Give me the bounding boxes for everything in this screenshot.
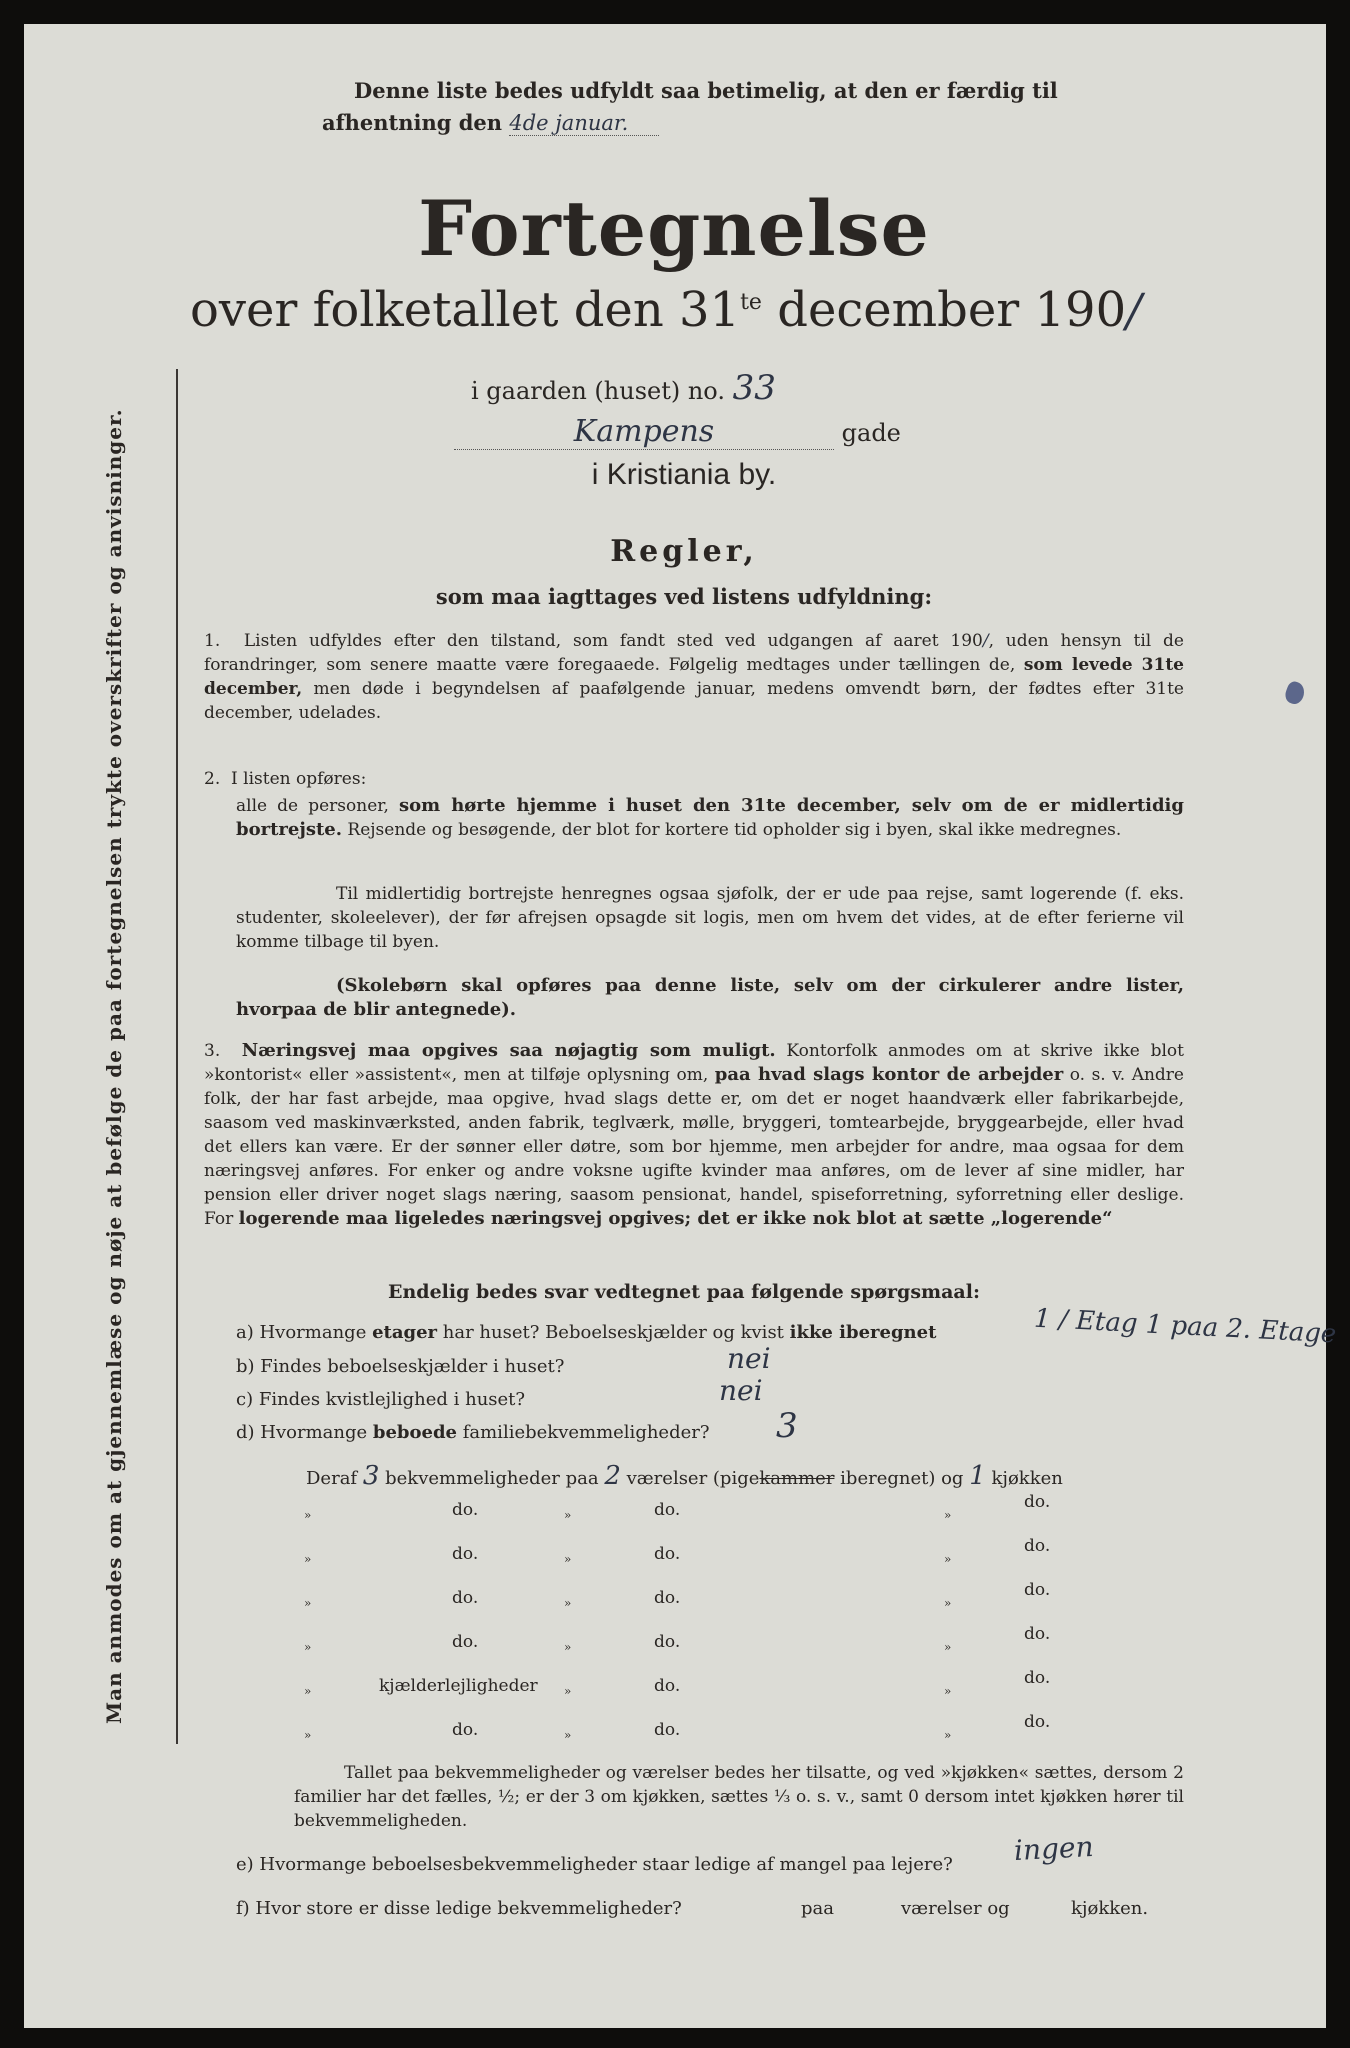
row-marker: » [564, 1640, 572, 1654]
street-field: Kampens [454, 414, 834, 450]
answer-d: 3 [776, 1406, 798, 1446]
street-line: Kampens gade [454, 414, 954, 450]
row-marker: » [564, 1596, 572, 1610]
table-cell: do. [1024, 1492, 1051, 1512]
row-marker: » [564, 1552, 572, 1566]
table-cell: do. [452, 1632, 479, 1652]
answer-a: 1 / Etag 1 paa 2. Etage [1033, 1303, 1338, 1350]
table-note: Tallet paa bekvemmeligheder og værelser bedes her tilsatte, og ved »kjøkken« sættes, dersom 2 familier har det fælles, ½; er der 3 om kjøkken, sættes ⅓ o. s. v., samt 0 dersom intet kjøkken hører til bekvemmeligheden. [294, 1763, 1184, 1831]
table-cell: do. [654, 1720, 681, 1740]
rule-2-note: Til midlertidig bortrejste henregnes ogsaa sjøfolk, der er ude paa rejse, samt logerende (f. eks. studenter, skoleelever), der før afrejsen opsagde sit logis, men om hvem det vides, at de efter ferierne vil komme tilbage til byen. [236, 884, 1184, 952]
table-cell: do. [654, 1588, 681, 1608]
row-marker: » [944, 1640, 952, 1654]
table-cell: do. [452, 1720, 479, 1740]
table-cell: do. [654, 1632, 681, 1652]
rooms-count: 2 [604, 1461, 621, 1491]
sidebar-rule [176, 369, 178, 1744]
rules-subheading: som maa iagttages ved listens udfyldning: [435, 584, 933, 609]
row-marker: » [944, 1596, 952, 1610]
apartments-header-row: Deraf 3 bekvemmeligheder paa 2 værelser (pigekammer iberegnet) og 1 kjøkken [306, 1461, 1063, 1491]
row-marker: » [564, 1728, 572, 1742]
row-marker: » [944, 1552, 952, 1566]
table-cell: do. [654, 1544, 681, 1564]
house-number-field: 33 [732, 368, 776, 408]
rule-1: 1. Listen udfyldes efter den tilstand, som fandt sted ved udgangen af aaret 190/, uden hensyn til de forandringer, som senere maatte være foregaaede. Følgelig medtages under tællingen de, som levede 31te december, men døde i begyndelsen af paafølgende januar, medens omvendt børn, der fødtes efter 31te december, udelades. [204, 631, 1184, 723]
table-cell: do. [1024, 1668, 1051, 1688]
row-marker: » [304, 1508, 312, 1522]
rule-2-body: alle de personer, som hørte hjemme i huset den 31te december, selv om de er midlertidig bortrejste. Rejsende og besøgende, der blot for kortere tid opholder sig i byen, skal ikke medregnes. [236, 795, 1184, 840]
form-subtitle: over folketallet den $31^{te}$ december 190/ [190, 282, 1142, 338]
row-marker: » [944, 1728, 952, 1742]
rules-heading: Regler, [610, 534, 758, 569]
ink-blot [1283, 680, 1307, 707]
rule-2-schoolchildren: (Skolebørn skal opføres paa denne liste, selv om der cirkulerer andre lister, hvorpaa de blir antegnede). [236, 975, 1184, 1020]
table-cell: do. [452, 1588, 479, 1608]
pickup-line: afhentning den 4de januar. [322, 110, 772, 136]
row-marker: » [944, 1684, 952, 1698]
questions-heading: Endelig bedes svar vedtegnet paa følgende spørgsmaal: [388, 1281, 980, 1303]
rule-2: 2. I listen opføres: [204, 769, 367, 789]
question-d: d) Hvormange beboede familiebekvemmeligheder? [236, 1422, 710, 1443]
house-number-line: i gaarden (huset) no. 33 [471, 368, 776, 408]
table-cell: do. [1024, 1536, 1051, 1556]
row-marker: » [304, 1596, 312, 1610]
form-title: Fortegnelse [418, 184, 930, 273]
pickup-date-field: 4de januar. [509, 111, 659, 136]
row-marker: » [944, 1508, 952, 1522]
rule-3: 3. Næringsvej maa opgives saa nøjagtig som muligt. Kontorfolk anmodes om at skrive ikke blot »kontorist« eller »assistent«, men at tilføje oplysning om, paa hvad slags kontor de arbejder o. s. v. Andre folk, der har fast arbejde, maa opgive, hvad slags dette er, om det er noget haandværk eller fabrikarbejde, saasom ved maskinværksted, anden fabrik, teglværk, mølle, bryggeri, tomtearbejde, bryggearbejde, eller hvad det ellers kan være. Er der sønner eller døtre, som bor hjemme, men arbejder for andre, maa ogsaa for dem næringsvej anføres. For enker og andre voksne ugifte kvinder maa anføres, om de lever af sine midler, har pension eller driver noget slags næring, saasom pensionat, handel, spiseforretning, syforretning eller deslige. For logerende maa ligeledes næringsvej opgives; det er ikke nok blot at sætte „logerende“ [204, 1040, 1184, 1229]
answer-c: nei [719, 1374, 763, 1407]
question-e: e) Hvormange beboelsesbekvemmeligheder staar ledige af mangel paa lejere? [236, 1854, 953, 1875]
table-cell: do. [452, 1544, 479, 1564]
question-b: b) Findes beboelseskjælder i huset? [236, 1356, 565, 1377]
census-form-page [24, 24, 1338, 2028]
city-line: i Kristiania by. [591, 458, 777, 491]
row-marker: » [304, 1640, 312, 1654]
row-marker: » [564, 1684, 572, 1698]
row-marker: » [304, 1552, 312, 1566]
year-digit-field: / [1126, 283, 1142, 337]
apartments-count: 3 [362, 1461, 380, 1491]
answer-e: ingen [1013, 1829, 1095, 1868]
sidebar-instruction: Man anmodes om at gjennemlæse og nøje at befølge de paa fortegnelsen trykte overskrifter og anvisninger. [102, 408, 126, 1724]
question-a: a) Hvormange etager har huset? Beboelseskjælder og kvist ikke iberegnet [236, 1322, 937, 1343]
row-marker: » [564, 1508, 572, 1522]
row-marker: » [304, 1728, 312, 1742]
top-note: Denne liste bedes udfyldt saa betimelig, at den er færdig til [354, 78, 1058, 103]
table-cell: do. [654, 1676, 681, 1696]
kitchens-count: 1 [969, 1461, 986, 1491]
table-cell: do. [1024, 1712, 1051, 1732]
row-marker: » [304, 1684, 312, 1698]
table-cell: do. [654, 1500, 681, 1520]
answer-b: nei [727, 1342, 771, 1375]
question-f: f) Hvor store er disse ledige bekvemmeligheder? paa værelser og kjøkken. [236, 1898, 1149, 1919]
table-cell: do. [1024, 1624, 1051, 1644]
table-cell: do. [452, 1500, 479, 1520]
question-c: c) Findes kvistlejlighed i huset? [236, 1389, 526, 1410]
table-cell: kjælderlejligheder [379, 1676, 538, 1696]
table-cell: do. [1024, 1580, 1051, 1600]
